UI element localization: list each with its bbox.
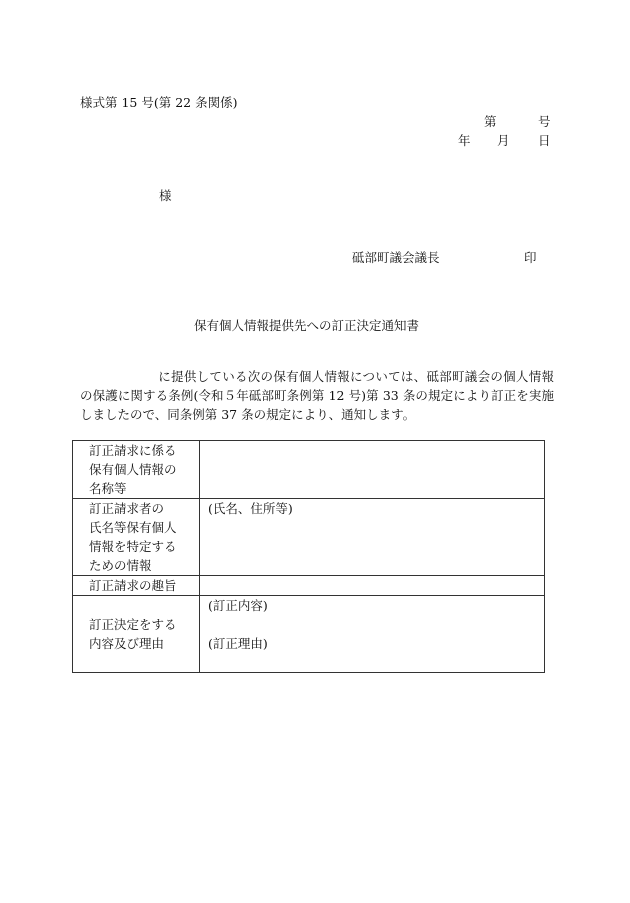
label-line: 情報を特定する xyxy=(89,539,177,554)
body-text: に提供している次の保有個人情報については、砥部町議会の個人情報の保護に関する条例(令和５年砥部町条例第 12 号)第 33 条の規定により訂正を実施しましたので、同条例第 37 条の規定により、通知します。 xyxy=(80,369,554,422)
reason-label: (訂正理由) xyxy=(208,636,268,651)
row-label xyxy=(73,441,200,499)
label-line: 訂正決定をする xyxy=(89,617,177,632)
label-line: 氏名等保有個人 xyxy=(89,520,177,535)
row-label xyxy=(73,499,200,576)
issuer-title: 砥部町議会議長 xyxy=(352,250,440,265)
label-line: 訂正請求者の xyxy=(89,501,165,516)
label-line: 訂正請求の趣旨 xyxy=(89,578,177,593)
row-label xyxy=(73,576,200,596)
label-line: 訂正請求に係る xyxy=(89,443,177,458)
label-line: 名称等 xyxy=(89,481,127,496)
content-label: (訂正内容) xyxy=(208,598,268,613)
label-line: 保有個人情報の xyxy=(89,462,177,477)
document-title: 保有個人情報提供先への訂正決定通知書 xyxy=(194,318,420,333)
row-value: (氏名、住所等) xyxy=(200,499,545,576)
date-month-label: 月 xyxy=(497,133,510,148)
table-row xyxy=(73,596,545,673)
seal-mark: 印 xyxy=(524,250,537,265)
info-table xyxy=(72,440,545,673)
label-line: 内容及び理由 xyxy=(89,636,165,651)
addressee-suffix: 様 xyxy=(159,188,172,203)
row-value xyxy=(200,596,545,673)
date-year-label: 年 xyxy=(458,133,471,148)
row-value xyxy=(200,441,545,499)
date-day-label: 日 xyxy=(538,133,551,148)
form-number: 様式第 15 号(第 22 条関係) xyxy=(80,95,238,110)
row-label xyxy=(73,596,200,673)
table-row xyxy=(73,576,545,596)
label-line: ための情報 xyxy=(89,558,152,573)
number-suffix: 号 xyxy=(538,114,551,129)
row-value xyxy=(200,576,545,596)
table-row xyxy=(73,441,545,499)
table-row xyxy=(73,499,545,576)
body-paragraph xyxy=(80,367,554,424)
number-prefix: 第 xyxy=(484,114,497,129)
